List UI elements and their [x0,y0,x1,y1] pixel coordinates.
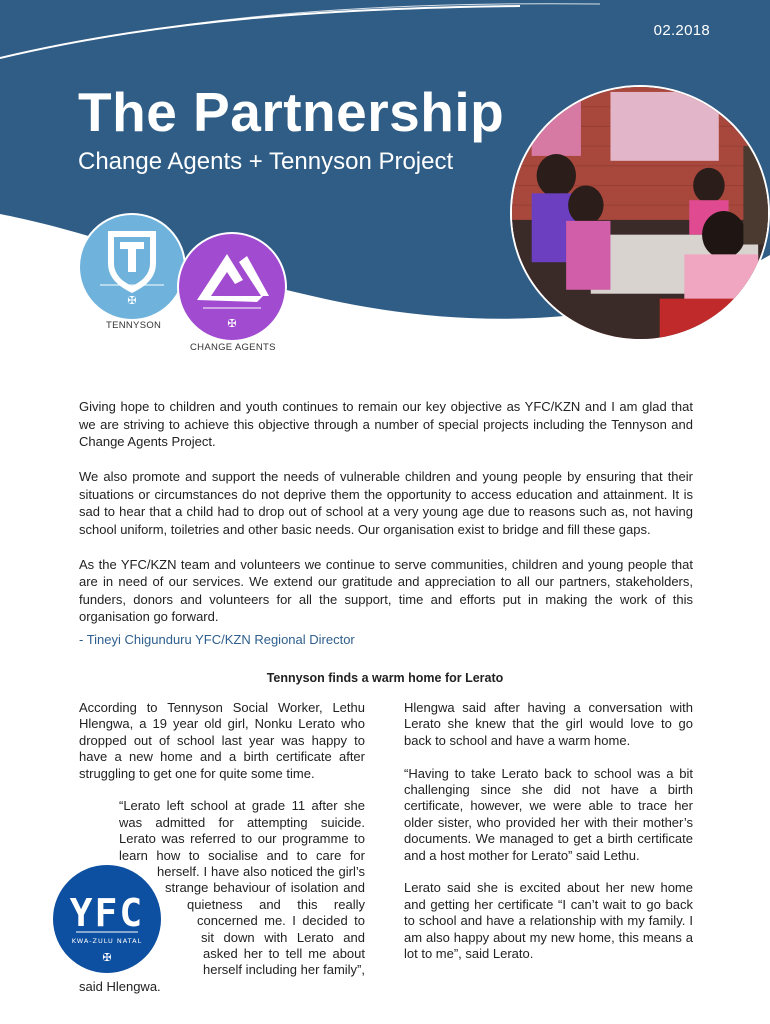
svg-text:YFC: YFC [69,891,145,935]
change-agents-label: CHANGE AGENTS [190,342,276,353]
intro-text [79,398,693,643]
issue-date: 02.2018 [653,22,710,39]
page-subtitle: Change Agents + Tennyson Project [78,148,454,175]
story-right-paragraph-3: Lerato said she is excited about her new home and getting her certificate “I can’t wait to go back to school and have a relationship with my family. I am also happy about my new home, this means a lot to me”, said Lerato. [404,880,693,962]
story-right-paragraph-1: Hlengwa said after having a conversation with Lerato she knew that the girl would love to go back to school and have a warm home. [404,700,693,748]
intro-paragraph-1: Giving hope to children and youth continues to remain our key objective as YFC/KZN and I am glad that we are striving to achieve this objective through a number of special projects including the Tennyson and Change Agents Project. [79,399,693,449]
story-left-paragraph-2: “Lerato left school at grade 11 after she was admitted for attempting suicide. Lerato was referred to our programme to learn how to socialise and to care for herself. I have also noticed the girl’s strange behaviour of isolation and quietness and this really concerned me. I decided to sit down with Lerato and asked her to tell me about herself including her family”, said Hlengwa. [79,798,365,994]
svg-text:✠: ✠ [127,294,137,307]
director-signature: - Tineyi Chigunduru YFC/KZN Regional Director [79,632,355,647]
svg-text:KWA-ZULU NATAL: KWA-ZULU NATAL [71,937,143,945]
tennyson-logo [78,213,186,321]
svg-text:✠: ✠ [102,951,112,964]
yfc-logo [52,864,162,974]
change-agents-logo [177,232,287,342]
story-right-paragraph-2: “Having to take Lerato back to school was a bit challenging since she did not have a birth certificate, however, we were able to trace her older sister, who provided her with their mother’s documents. We managed to get a birth certificate and a host mother for Lerato” said Lethu. [404,765,693,863]
classroom-photo [510,85,770,341]
page-title: The Partnership [78,81,505,143]
intro-paragraph-3: As the YFC/KZN team and volunteers we continue to serve communities, children and young people that are in need of our services. We extend our gratitude and appreciation to all our partners, stakeholders, funders, donors and volunteers for all the support, time and efforts put in making the work of this organisation go forward. [79,556,693,624]
svg-text:✠: ✠ [227,317,237,330]
tennyson-label: TENNYSON [106,320,162,331]
story-title: Tennyson finds a warm home for Lerato [266,671,504,685]
story-left-paragraph-1: According to Tennyson Social Worker, Lethu Hlengwa, a 19 year old girl, Nonku Lerato who dropped out of school last year was happy to have a new home and a birth certificate after struggling to get one for quite some time. [79,700,365,781]
story-right-column [404,700,693,979]
intro-paragraph-2: We also promote and support the needs of vulnerable children and young people by ensuring that their situations or circumstances do not deprive them the opportunity to access education and attainment. It is sad to hear that a child had to drop out of school at a very young age due to reasons such as, not having school uniform, toiletries and other basic needs. Our organisation exist to bridge and fill these gaps. [79,469,693,537]
